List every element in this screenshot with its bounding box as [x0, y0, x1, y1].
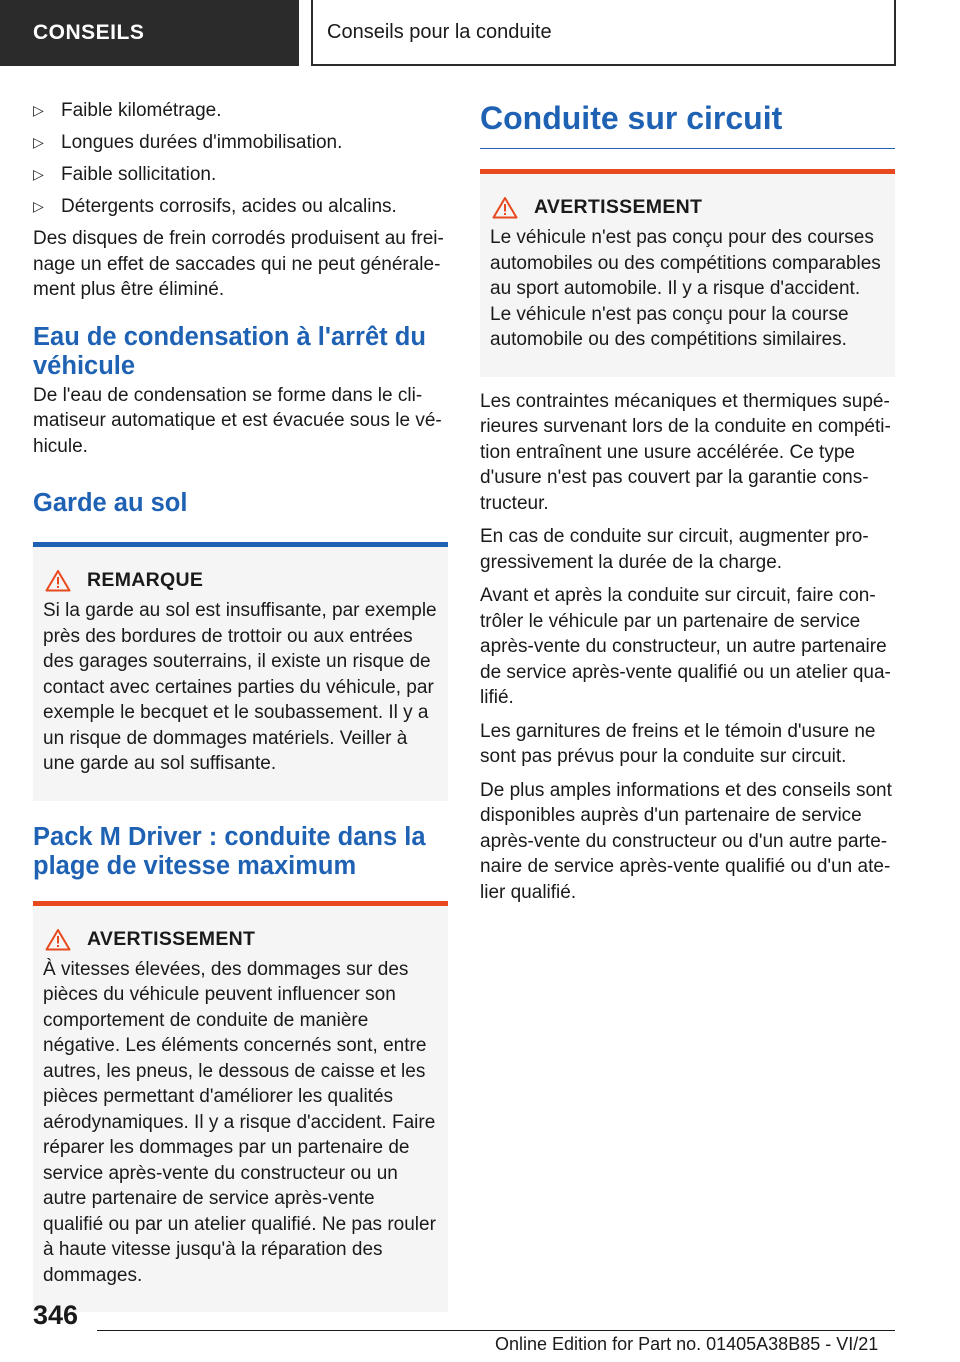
brake-disc-paragraph: Des disques de frein corrodés produisent au freinage un effet de saccades qui ne peut généralement plus être éliminé.	[33, 228, 444, 300]
paragraph: Avant et après la conduite sur circuit, faire contrôler le véhicule par un partenaire de service après-vente du constructeur, un autre partenaire de service après-vente qualifié ou un atelier qualifié.	[480, 585, 891, 708]
cause-list	[33, 98, 448, 220]
triangle-right-icon: ▷	[33, 166, 44, 182]
triangle-right-icon: ▷	[33, 198, 44, 214]
page-number: 346	[33, 1300, 79, 1330]
warning-label: AVERTISSEMENT	[87, 927, 256, 950]
paragraph: De plus amples informations et des conseils sont disponibles auprès d'un partenaire de service après-vente du constructeur ou d'un autre partenaire de service après-vente qualifié ou d'un atelier qualifié.	[480, 779, 892, 903]
left-column	[33, 98, 448, 1312]
warning-text: Le véhicule n'est pas conçu pour des courses automobiles ou des compétitions comparables au sport automobile. Il y a risque d'accident. Le véhicule n'est pas conçu pour la course automobile ou des compétitions similaires.	[490, 227, 881, 350]
chapter-title	[311, 0, 896, 66]
warning-triangle-icon	[45, 569, 71, 592]
footer-rule	[97, 1330, 895, 1331]
circuit-warning	[480, 174, 895, 377]
warning-triangle-icon	[45, 928, 71, 951]
notice-header	[43, 569, 438, 592]
condensation-heading: Eau de condensation à l'arrêt du véhicule	[33, 322, 426, 380]
condensation-paragraph: De l'eau de condensation se forme dans le climatiseur automatique et est évacuée sous le véhicule.	[33, 384, 442, 457]
list-item: ▷ Faible sollicitation.	[33, 162, 448, 188]
ground-clearance-notice	[33, 547, 448, 801]
section-tab	[0, 0, 299, 66]
edition-label: Online Edition for Part no. 01405A38B85 - VI/21	[495, 1334, 879, 1354]
ground-clearance-heading: Garde au sol	[33, 489, 188, 517]
list-item: ▷ Détergents corrosifs, acides ou alcalins.	[33, 194, 448, 220]
m-driver-warning	[33, 906, 448, 1313]
notice-label: REMARQUE	[87, 569, 204, 591]
paragraph: Les contraintes mécaniques et thermiques supérieures survenant lors de la conduite en compétition entraînent une usure accélérée. Ce type d'usure n'est pas couvert par la garantie constructeur.	[480, 390, 891, 514]
warning-text: À vitesses élevées, des dommages sur des pièces du véhicule peuvent influencer son comportement de conduite de manière négative. Les éléments concernés sont, entre autres, les pneus, le dessous de caisse et les pièces permettant d'améliorer les qualités aérodynamiques. Il y a risque d'accident. Faire réparer les dommages par un partenaire de service après-vente du constructeur ou un autre partenaire de service après-vente qualifié ou par un atelier qualifié. Ne pas rouler à haute vitesse jusqu'à la réparation des dommages.	[43, 958, 436, 1286]
list-item: ▷ Faible kilométrage.	[33, 98, 448, 124]
triangle-right-icon: ▷	[33, 134, 44, 150]
list-item: ▷ Longues durées d'immobilisation.	[33, 130, 448, 156]
warning-header	[490, 196, 885, 219]
warning-label: AVERTISSEMENT	[534, 196, 703, 218]
warning-triangle-icon	[492, 196, 518, 219]
chapter-title-text: Conseils pour la conduite	[327, 20, 552, 43]
notice-text: Si la garde au sol est insuffisante, par exemple près des bordures de trottoir ou aux entrées des garages souterrains, il existe un risque de contact avec certaines parties du véhicule, par exemple le becquet et le soubassement. Il y a un risque de dommages matériels. Veiller à une garde au sol suffisante.	[43, 600, 437, 774]
right-column	[480, 98, 895, 913]
paragraph: En cas de conduite sur circuit, augmenter progressivement la durée de la charge.	[480, 526, 869, 573]
circuit-heading: Conduite sur circuit	[480, 100, 783, 136]
warning-header	[43, 928, 438, 951]
m-driver-heading: Pack M Driver : conduite dans la plage de vitesse maximum	[33, 822, 426, 880]
triangle-right-icon: ▷	[33, 102, 44, 118]
paragraph: Les garnitures de freins et le témoin d'usure ne sont pas prévus pour la conduite sur circuit.	[480, 720, 876, 767]
section-tab-label: CONSEILS	[33, 21, 145, 44]
